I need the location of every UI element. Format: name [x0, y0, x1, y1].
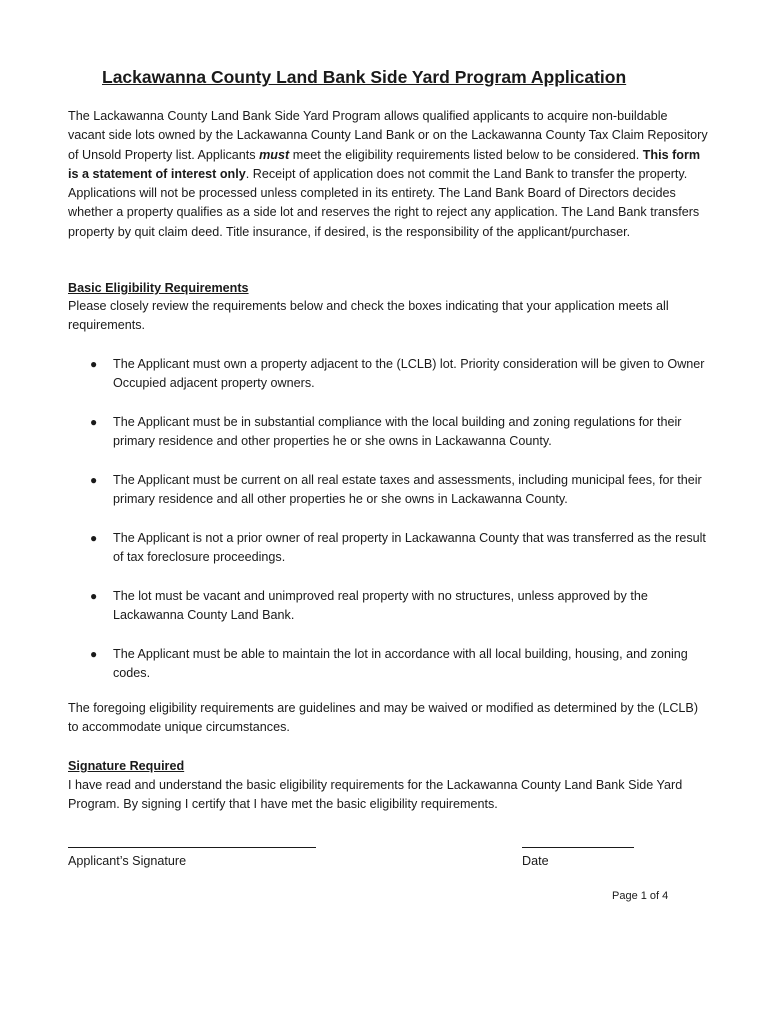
- requirement-text: The Applicant must own a property adjacent to the (LCLB) lot. Priority consideration will be given to Owner Occupied adjacent property owners.: [113, 357, 705, 391]
- basic-eligibility-heading: Basic Eligibility Requirements: [68, 281, 249, 295]
- signature-heading: Signature Required: [68, 759, 185, 773]
- requirement-text: The lot must be vacant and unimproved real property with no structures, unless approved by the Lackawanna County Land Bank.: [113, 588, 648, 623]
- page-title: Lackawanna County Land Bank Side Yard Program Application: [102, 67, 627, 87]
- bullet-icon: ●: [90, 357, 98, 371]
- intro-text-3: . Receipt of application does not commit the Land Bank to transfer the property. Applications will not be processed unless completed in its entirety. The Land Bank Board of Directors decides whether a property qualifies as a side lot and reserves the right to reject any application. The Land Bank transfers property by quit claim deed. Title insurance, if desired, is the responsibility of the applicant/purchaser.: [68, 166, 700, 239]
- requirement-text: The Applicant must be able to maintain the lot in accordance with all local building, housing, and zoning codes.: [113, 646, 688, 681]
- list-item: [68, 529, 718, 568]
- list-item: [68, 645, 718, 684]
- bullet-icon: ●: [90, 588, 98, 603]
- page-number: Page 1 of 4: [612, 890, 669, 902]
- bullet-icon: ●: [90, 414, 98, 429]
- list-item: [68, 471, 718, 510]
- requirement-text: The Applicant must be in substantial compliance with the local building and zoning regulations for their primary residence and other properties he or she owns in Lackawanna County.: [113, 414, 682, 449]
- requirement-text: The Applicant is not a prior owner of real property in Lackawanna County that was transferred as the result of tax foreclosure proceedings.: [113, 530, 706, 565]
- intro-statement-of-interest: This form is a statement of interest only: [68, 147, 701, 181]
- bullet-icon: ●: [90, 472, 98, 487]
- date-label: Date: [522, 854, 549, 868]
- requirement-text: The Applicant must be current on all real estate taxes and assessments, including municipal fees, for their primary residence and all other properties he or she owns in Lackawanna County.: [113, 472, 702, 507]
- applicant-signature-field[interactable]: [68, 847, 316, 848]
- bullet-icon: ●: [90, 646, 98, 661]
- applicant-signature-label: Applicant’s Signature: [68, 854, 187, 868]
- foregoing-paragraph: The foregoing eligibility requirements are guidelines and may be waived or modified as determined by the (LCLB) to accommodate unique circumstances.: [68, 701, 699, 735]
- intro-emphasis-must: must: [259, 147, 290, 162]
- list-item: [68, 355, 718, 394]
- signature-description: I have read and understand the basic eligibility requirements for the Lackawanna County Land Bank Side Yard Program. By signing I certify that I have met the basic eligibility requirements.: [68, 778, 683, 812]
- list-item: [68, 413, 718, 452]
- intro-text-2: meet the eligibility requirements listed below to be considered.: [289, 147, 643, 162]
- list-item: [68, 587, 718, 626]
- intro-paragraph: [68, 107, 708, 242]
- bullet-icon: ●: [90, 530, 98, 545]
- requirements-list: [68, 355, 718, 703]
- date-field[interactable]: [522, 847, 634, 848]
- intro-text-1: The Lackawanna County Land Bank Side Yard Program allows qualified applicants to acquire non-buildable vacant side lots owned by the Lackawanna County Land Bank or on the Lackawanna County Tax Claim Repository of Unsold Property list. Applicants: [68, 109, 708, 162]
- basic-eligibility-description: Please closely review the requirements below and check the boxes indicating that your application meets all requirements.: [68, 299, 669, 333]
